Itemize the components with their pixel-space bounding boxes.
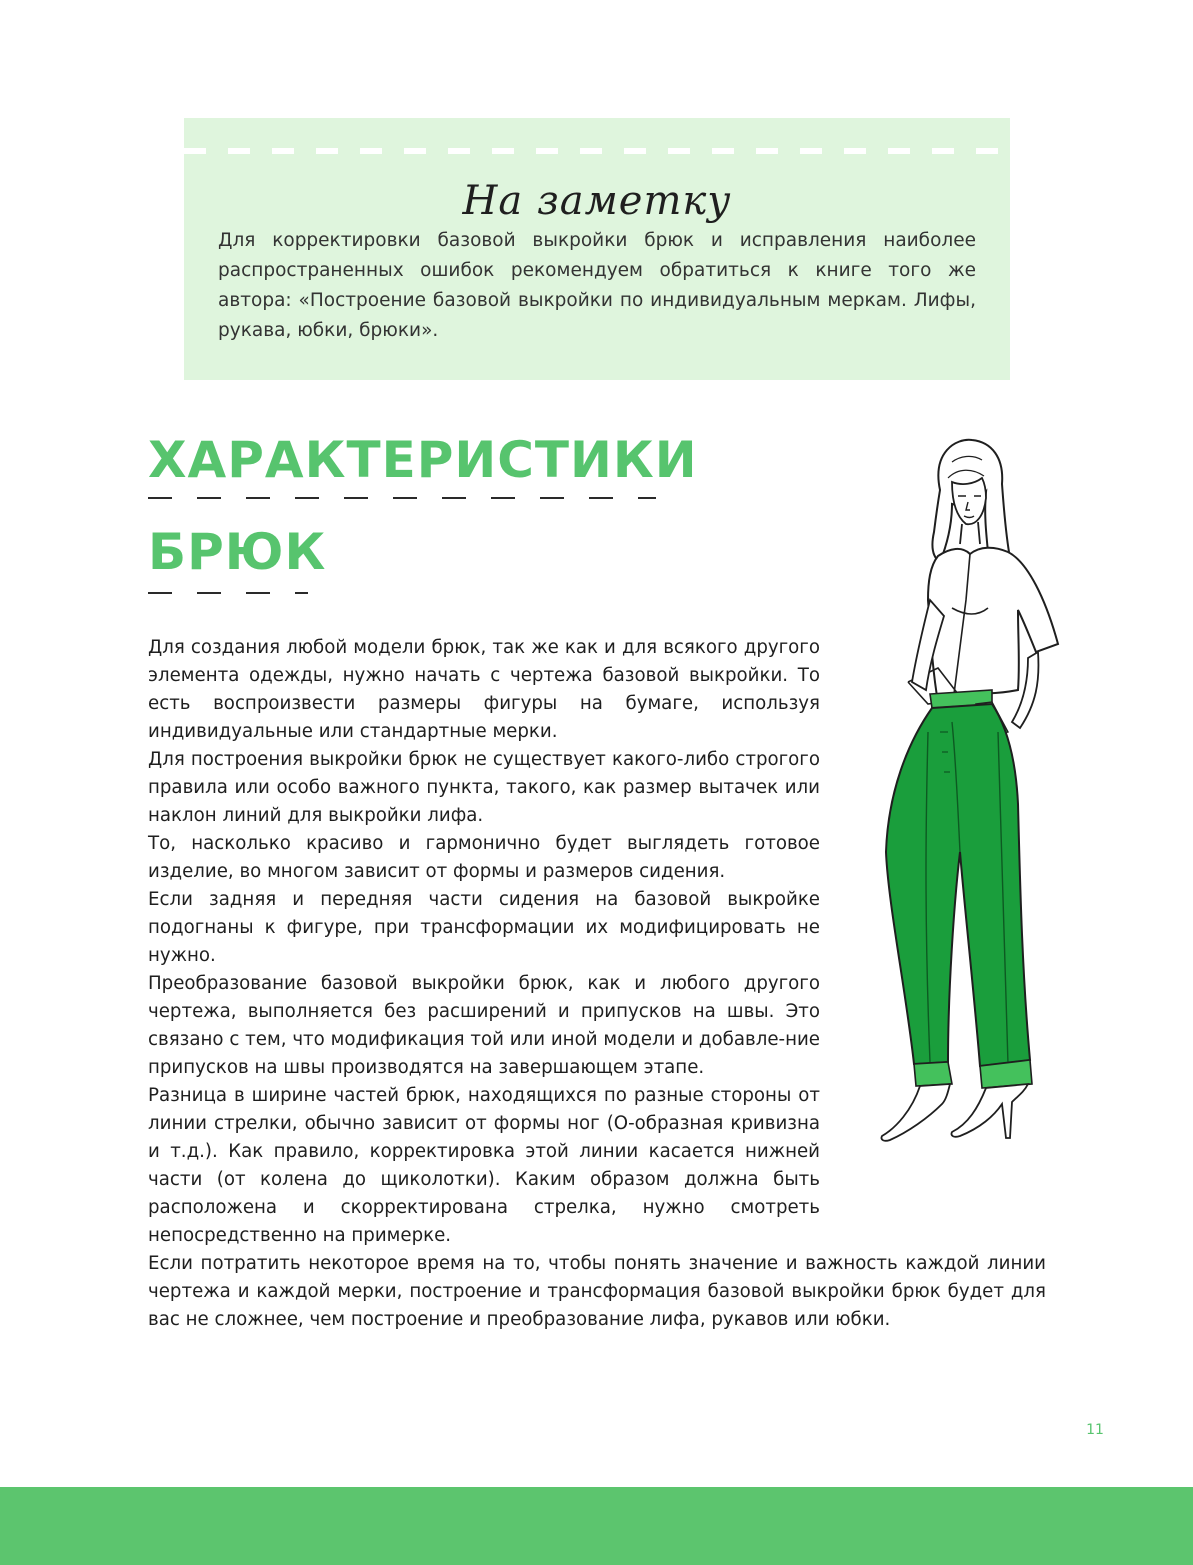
heading-dashed-underline-2 [148,592,308,594]
paragraph: Если задняя и передняя части сидения на базовой выкройке подогнаны к фигуре, при трансформации их модифицировать не нужно. [148,889,820,966]
woman-in-green-trousers-illustration [868,432,1068,1152]
trousers [886,704,1030,1066]
paragraph: Преобразование базовой выкройки брюк, как и любого другого чертежа, выполняется без расширений и припусков на швы. Это связано с тем, что модификация той или иной модели и добавле-ние припусков на швы производятся на завершающем этапе. [148,973,820,1078]
footer-bar [0,1487,1193,1565]
paragraph: Для построения выкройки брюк не существует какого-либо строгого правила или особо важного пункта, такого, как размер вытачек или наклон линий для выкройки лифа. [148,749,820,826]
paragraph: Если потратить некоторое время на то, чтобы понять значение и важность каждой линии чертежа и каждой мерки, построение и трансформация базовой выкройки брюк будет для вас не сложнее, чем построение и преобразование лифа, рукавов или юбки. [148,1253,1046,1330]
paragraph: Разница в ширине частей брюк, находящихся по разные стороны от линии стрелки, обычно зависит от формы ног (О-образная кривизна и т.д.). Как правило, корректировка этой линии касается нижней части (от колена до щиколотки). Каким образом должна быть расположена и скорректирована стрелка, нужно смотреть непосредственно на примерке. [148,1085,820,1246]
right-shoe [951,1084,1028,1138]
left-shoe [881,1084,950,1141]
note-text: Для корректировки базовой выкройки брюк и исправления наиболее распространенных ошибок рекомендуем обратиться к книге того же автора: «Построение базовой выкройки по индивидуальным меркам. Лифы, рукава, юбки, брюки». [218,230,976,341]
note-dashed-line [184,148,1010,154]
section-heading-line1: ХАРАКТЕРИСТИКИ [148,431,698,489]
paragraph: Для создания любой модели брюк, так же как и для всякого другого элемента одежды, нужно начать с чертежа базовой выкройки. То есть воспроизвести размеры фигуры на бумаге, используя индивидуальные или стандартные мерки. [148,637,820,742]
page-number: 11 [1086,1422,1104,1438]
paragraph: То, насколько красиво и гармонично будет выглядеть готовое изделие, во многом зависит от формы и размеров сидения. [148,833,820,882]
note-title: На заметку [462,178,732,224]
heading-dashed-underline-1 [148,497,656,499]
left-cuff [914,1062,952,1086]
note-box [184,118,1010,380]
section-heading-line2: БРЮК [148,523,327,581]
